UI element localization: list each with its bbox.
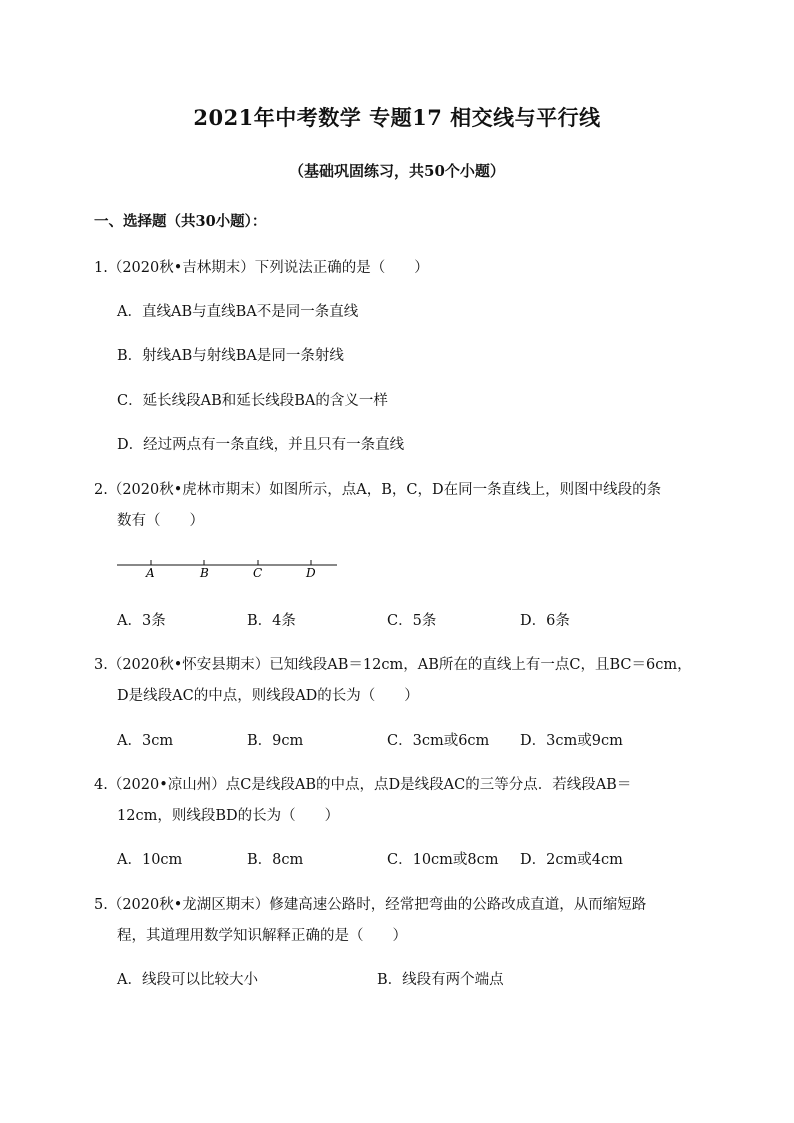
question-1-stem: 1.（2020秋•吉林期末）下列说法正确的是（ ） — [94, 260, 429, 276]
diagram-point-c — [253, 560, 262, 580]
question-2-option-b: B．4条 — [247, 613, 296, 629]
question-5-option-a: A．线段可以比较大小 — [117, 972, 258, 988]
question-3-stem-line-2: D是线段AC的中点，则线段AD的长为（ ） — [117, 688, 419, 704]
question-1-option-b: B．射线AB与射线BA是同一条射线 — [117, 348, 344, 364]
question-3-option-c: C．3cm或6cm — [387, 733, 490, 749]
question-2-option-a: A．3条 — [117, 613, 166, 629]
question-3-option-b: B．9cm — [247, 733, 304, 749]
line-segment-diagram — [117, 555, 339, 585]
question-5-stem-line-1: 5.（2020秋•龙湖区期末）修建高速公路时，经常把弯曲的公路改成直道，从而缩短路 — [94, 897, 647, 913]
question-4-option-b: B．8cm — [247, 852, 304, 868]
question-2-option-c: C．5条 — [387, 613, 437, 629]
question-1-option-d: D．经过两点有一条直线，并且只有一条直线 — [117, 437, 405, 453]
diagram-point-b — [199, 560, 209, 580]
question-2-stem-line-1: 2.（2020秋•虎林市期末）如图所示，点A，B，C，D在同一条直线上，则图中线段的条 — [94, 482, 662, 498]
diagram-label-d: D — [306, 566, 316, 580]
question-2-stem-line-2: 数有（ ） — [117, 513, 204, 529]
question-3-stem-line-1: 3.（2020秋•怀安县期末）已知线段AB＝12cm，AB所在的直线上有一点C，且BC＝6cm， — [94, 657, 692, 673]
question-3-option-a: A．3cm — [117, 733, 174, 749]
question-4-option-c: C．10cm或8cm — [387, 852, 499, 868]
question-3-option-d: D．3cm或9cm — [520, 733, 623, 749]
diagram-label-a: A — [146, 566, 155, 580]
question-1-option-a: A．直线AB与直线BA不是同一条直线 — [117, 304, 359, 320]
question-2-option-d: D．6条 — [520, 613, 570, 629]
question-4-stem-line-1: 4.（2020•凉山州）点C是线段AB的中点，点D是线段AC的三等分点．若线段AB＝ — [94, 777, 632, 793]
diagram-point-d — [305, 560, 316, 580]
question-4-option-d: D．2cm或4cm — [520, 852, 623, 868]
question-1-option-c: C．延长线段AB和延长线段BA的含义一样 — [117, 393, 388, 409]
section-heading: 一、选择题（共30小题）： — [94, 213, 267, 230]
diagram-label-b: B — [200, 566, 209, 580]
question-5-option-b: B．线段有两个端点 — [377, 972, 504, 988]
page-title: 2021年中考数学 专题17 相交线与平行线 — [193, 105, 601, 130]
question-5-stem-line-2: 程，其道理用数学知识解释正确的是（ ） — [117, 928, 407, 944]
question-4-option-a: A．10cm — [117, 852, 183, 868]
question-4-stem-line-2: 12cm，则线段BD的长为（ ） — [117, 808, 340, 824]
diagram-label-c: C — [253, 566, 263, 580]
page-subtitle: （基础巩固练习，共50个小题） — [289, 162, 505, 180]
diagram-point-a — [145, 560, 155, 580]
